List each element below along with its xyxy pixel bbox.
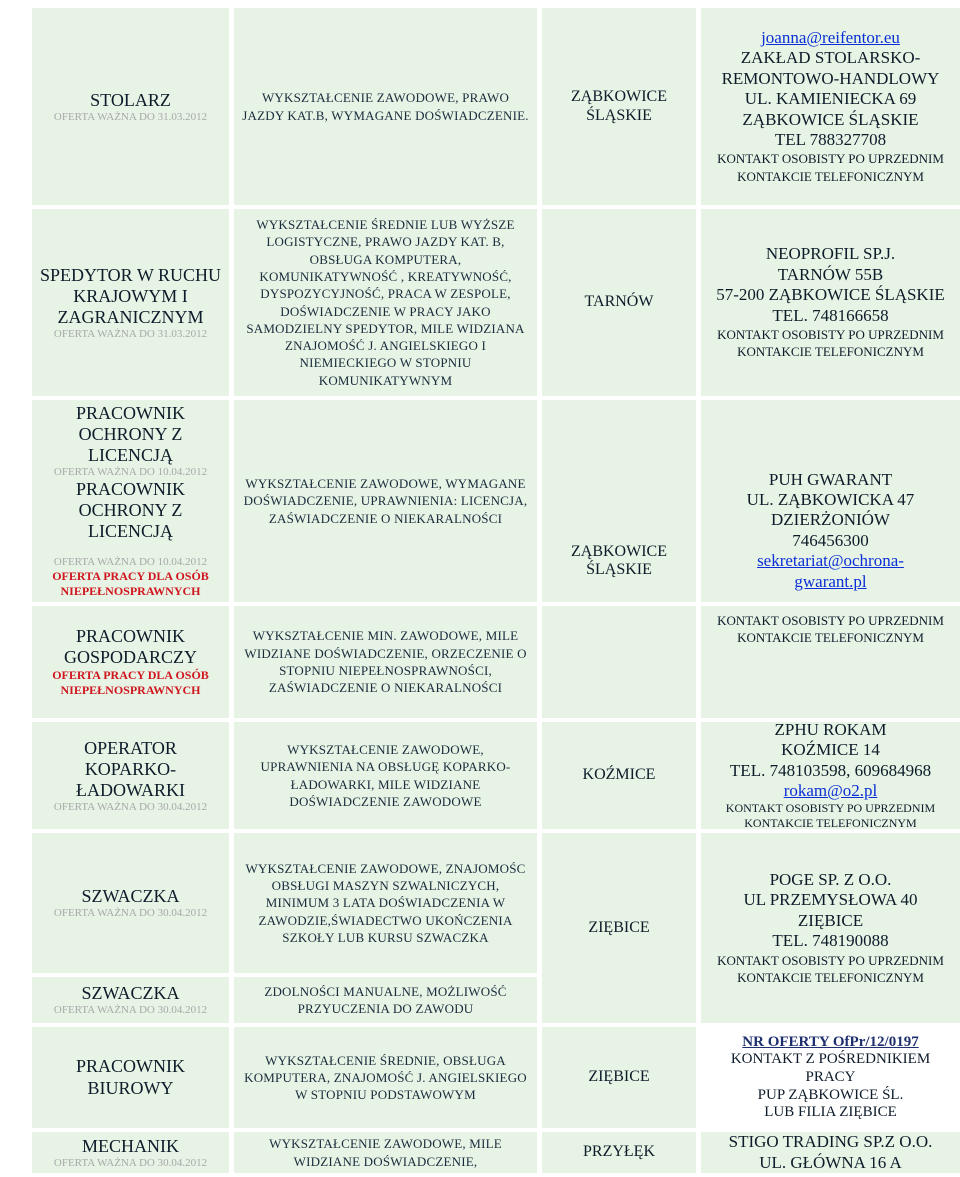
contact-note: KONTAKT OSOBISTY PO UPRZEDNIM KONTAKCIE TELEFONICZNYM [725, 801, 936, 829]
requirements-text: ZDOLNOŚCI MANUALNE, MOŻLIWOŚĆ PRZYUCZENIA DO ZAWODU [264, 983, 507, 1016]
contact-line: UL. KAMIENIECKA 69 [744, 89, 917, 109]
requirements-cell [234, 8, 537, 205]
contact-line: TARNÓW 55B [777, 264, 884, 284]
job-cell-ochrona [32, 400, 229, 602]
email-link[interactable]: rokam@o2.pl [783, 780, 878, 800]
contact-line: UL PRZEMYSŁOWA 40 [743, 890, 918, 910]
contact-line: 746456300 [792, 530, 869, 550]
job-cell-szwaczka [32, 833, 229, 973]
requirements-cell [234, 400, 537, 602]
place-cell [542, 1027, 696, 1128]
place-text: ZIĘBICE [588, 1068, 650, 1086]
requirements-text: WYKSZTAŁCENIE ZAWODOWE, WYMAGANE DOŚWIADCZENIE, UPRAWNIENIA: LICENCJA, ZAŚWIADCZENIE O NIEKARALNOŚCI [243, 476, 528, 526]
job-title: SZWACZKA [81, 886, 180, 907]
requirements-cell [234, 722, 537, 829]
contact-line: STIGO TRADING SP.Z O.O. [728, 1132, 933, 1152]
contact-line: UL. GŁÓWNA 16 A [759, 1152, 902, 1172]
contact-cell [701, 209, 960, 396]
contact-line: ZĄBKOWICE ŚLĄSKIE [742, 109, 919, 129]
job-title: PRACOWNIK OCHRONY Z LICENCJĄ [75, 403, 185, 466]
place-text: TARNÓW [584, 293, 654, 311]
contact-line: PUH GWARANT [768, 469, 893, 489]
place-text: PRZYŁĘK [583, 1143, 655, 1161]
job-cell-biurowy [32, 1027, 229, 1128]
place-text: ZĄBKOWICE ŚLĄSKIE [571, 542, 667, 579]
job-cell-mechanik [32, 1132, 229, 1173]
contact-line: LUB FILIA ZIĘBICE [764, 1104, 897, 1121]
place-cell [542, 1132, 696, 1173]
offer-validity: OFERTA WAŻNA DO 31.03.2012 [53, 110, 208, 123]
contact-note: KONTAKT OSOBISTY PO UPRZEDNIM KONTAKCIE TELEFONICZNYM [717, 151, 944, 184]
place-cell [542, 833, 696, 1023]
job-cell-operator [32, 722, 229, 829]
email-link[interactable]: sekretariat@ochrona-gwarant.pl [757, 551, 904, 591]
contact-line: UL. ZĄBKOWICKA 47 [746, 490, 915, 510]
contact-note: KONTAKT OSOBISTY PO UPRZEDNIM KONTAKCIE TELEFONICZNYM [717, 952, 944, 985]
job-title: SZWACZKA [81, 983, 180, 1004]
contact-line: TEL. 748103598, 609684968 [729, 760, 932, 780]
requirements-cell [234, 1027, 537, 1128]
place-cell [542, 606, 696, 718]
contact-line: NEOPROFIL SP.J. [765, 244, 896, 264]
requirements-text: WYKSZTAŁCENIE ŚREDNIE, OBSŁUGA KOMPUTERA, ZNAJOMOŚĆ J. ANGIELSKIEGO W STOPNIU PODSTAWOWYM [244, 1052, 527, 1103]
requirements-cell [234, 977, 537, 1023]
requirements-text: WYKSZTAŁCENIE ZAWODOWE, MILE WIDZIANE DOŚWIADCZENIE, [269, 1136, 502, 1169]
contact-line: ZPHU ROKAM [774, 722, 887, 739]
offer-validity: OFERTA WAŻNA DO 30.04.2012 [53, 907, 208, 920]
contact-line: 57-200 ZĄBKOWICE ŚLĄSKIE [716, 285, 945, 305]
disabled-offer-note: OFERTA PRACY DLA OSÓB NIEPEŁNOSPRAWNYCH [52, 569, 209, 598]
job-cell-szwaczka-2 [32, 977, 229, 1023]
requirements-cell [234, 209, 537, 396]
contact-line: KOŹMICE 14 [781, 740, 880, 760]
contact-line: TEL. 748166658 [772, 305, 889, 325]
job-title: PRACOWNIK GOSPODARCZY [63, 625, 198, 667]
contact-line: KONTAKT Z POŚREDNIKIEM PRACY [730, 1051, 931, 1085]
requirements-text: WYKSZTAŁCENIE ZAWODOWE, PRAWO JAZDY KAT.B, WYMAGANE DOŚWIADCZENIE. [242, 90, 529, 123]
place-text: KOŹMICE [582, 766, 656, 784]
contact-line: PUP ZĄBKOWICE ŚL. [757, 1086, 904, 1103]
offer-validity: OFERTA WAŻNA DO 30.04.2012 [53, 1156, 208, 1169]
contact-line: DZIERŻONIÓW [771, 510, 890, 530]
offer-number: NR OFERTY OfPr/12/0197 [742, 1034, 919, 1051]
contact-cell [701, 722, 960, 829]
requirements-text: WYKSZTAŁCENIE ZAWODOWE, UPRAWNIENIA NA OBSŁUGĘ KOPARKO-ŁADOWARKI, MILE WIDZIANE DOŚWIADCZENIE ZAWODOWE [260, 741, 511, 809]
place-cell [542, 209, 696, 396]
contact-note: KONTAKT OSOBISTY PO UPRZEDNIM KONTAKCIE TELEFONICZNYM [717, 613, 944, 646]
offer-validity: OFERTA WAŻNA DO 10.04.2012 [53, 466, 208, 479]
contact-cell [701, 833, 960, 1023]
job-title: OPERATOR KOPARKO-ŁADOWARKI [76, 737, 185, 800]
place-cell [542, 400, 696, 602]
contact-cell [701, 1132, 960, 1173]
job-cell-gospodarczy [32, 606, 229, 718]
requirements-cell [234, 833, 537, 973]
place-text: ZĄBKOWICE ŚLĄSKIE [571, 87, 667, 124]
job-title: STOLARZ [90, 89, 171, 110]
offer-validity: OFERTA WAŻNA DO 30.04.2012 [53, 800, 208, 813]
requirements-text: WYKSZTAŁCENIE ŚREDNIE LUB WYŻSZE LOGISTYCZNE, PRAWO JAZDY KAT. B, OBSŁUGA KOMPUTERA, KOMUNIKATYWNOŚĆ , KREATYWNOŚĆ, DYSPOZYCYJNOŚĆ, PRACA W ZESPOLE, DOŚWIADCZENIE W PRACY JAKO SAMODZIELNY SPEDYTOR, MILE WIDZIANA ZNAJOMOŚĆ J. ANGIELSKIEGO I NIEMIECKIEGO W STOPNIU KOMUNIKATYWNYM [246, 217, 525, 388]
contact-cell [701, 8, 960, 205]
contact-note: KONTAKT OSOBISTY PO UPRZEDNIM KONTAKCIE TELEFONICZNYM [717, 327, 944, 360]
requirements-cell [234, 1132, 537, 1173]
contact-line: ZIĘBICE [797, 910, 864, 930]
job-title: PRACOWNIK OCHRONY Z LICENCJĄ [75, 479, 185, 542]
job-title: PRACOWNIK BIUROWY [75, 1056, 185, 1098]
requirements-text: WYKSZTAŁCENIE ZAWODOWE, ZNAJOMOŚC OBSŁUGI MASZYN SZWALNICZYCH, MINIMUM 3 LATA DOŚWIADCZENIA W ZAWODZIE,ŚWIADECTWO UKOŃCZENIA SZKOŁY LUB KURSU SZWACZKA [245, 860, 526, 945]
requirements-cell [234, 606, 537, 718]
contact-line: TEL. 748190088 [772, 931, 889, 951]
contact-line: POGE SP. Z O.O. [769, 869, 892, 889]
disabled-offer-note: OFERTA PRACY DLA OSÓB NIEPEŁNOSPRAWNYCH [52, 668, 209, 698]
contact-cell [701, 606, 960, 718]
offer-validity: OFERTA WAŻNA DO 30.04.2012 [53, 1004, 208, 1017]
job-title: SPEDYTOR W RUCHU KRAJOWYM I ZAGRANICZNYM [39, 264, 222, 327]
job-cell-spedytor [32, 209, 229, 396]
place-text: ZIĘBICE [588, 918, 650, 936]
place-cell [542, 722, 696, 829]
email-link[interactable]: joanna@reifentor.eu [761, 28, 900, 48]
requirements-text: WYKSZTAŁCENIE MIN. ZAWODOWE, MILE WIDZIANE DOŚWIADCZENIE, ORZECZENIE O STOPNIU NIEPEŁNOSPRAWNOŚCI, ZAŚWIADCZENIE O NIEKARALNOŚCI [244, 628, 527, 696]
contact-cell [701, 400, 960, 602]
offer-validity: OFERTA WAŻNA DO 31.03.2012 [53, 327, 208, 340]
place-cell [542, 8, 696, 205]
job-cell-stolarz [32, 8, 229, 205]
contact-line: ZAKŁAD STOLARSKO-REMONTOWO-HANDLOWY [721, 48, 940, 88]
contact-cell [701, 1027, 960, 1128]
contact-line: TEL 788327708 [774, 130, 887, 149]
job-title: MECHANIK [82, 1135, 179, 1156]
offer-validity: OFERTA WAŻNA DO 10.04.2012 [53, 556, 208, 569]
